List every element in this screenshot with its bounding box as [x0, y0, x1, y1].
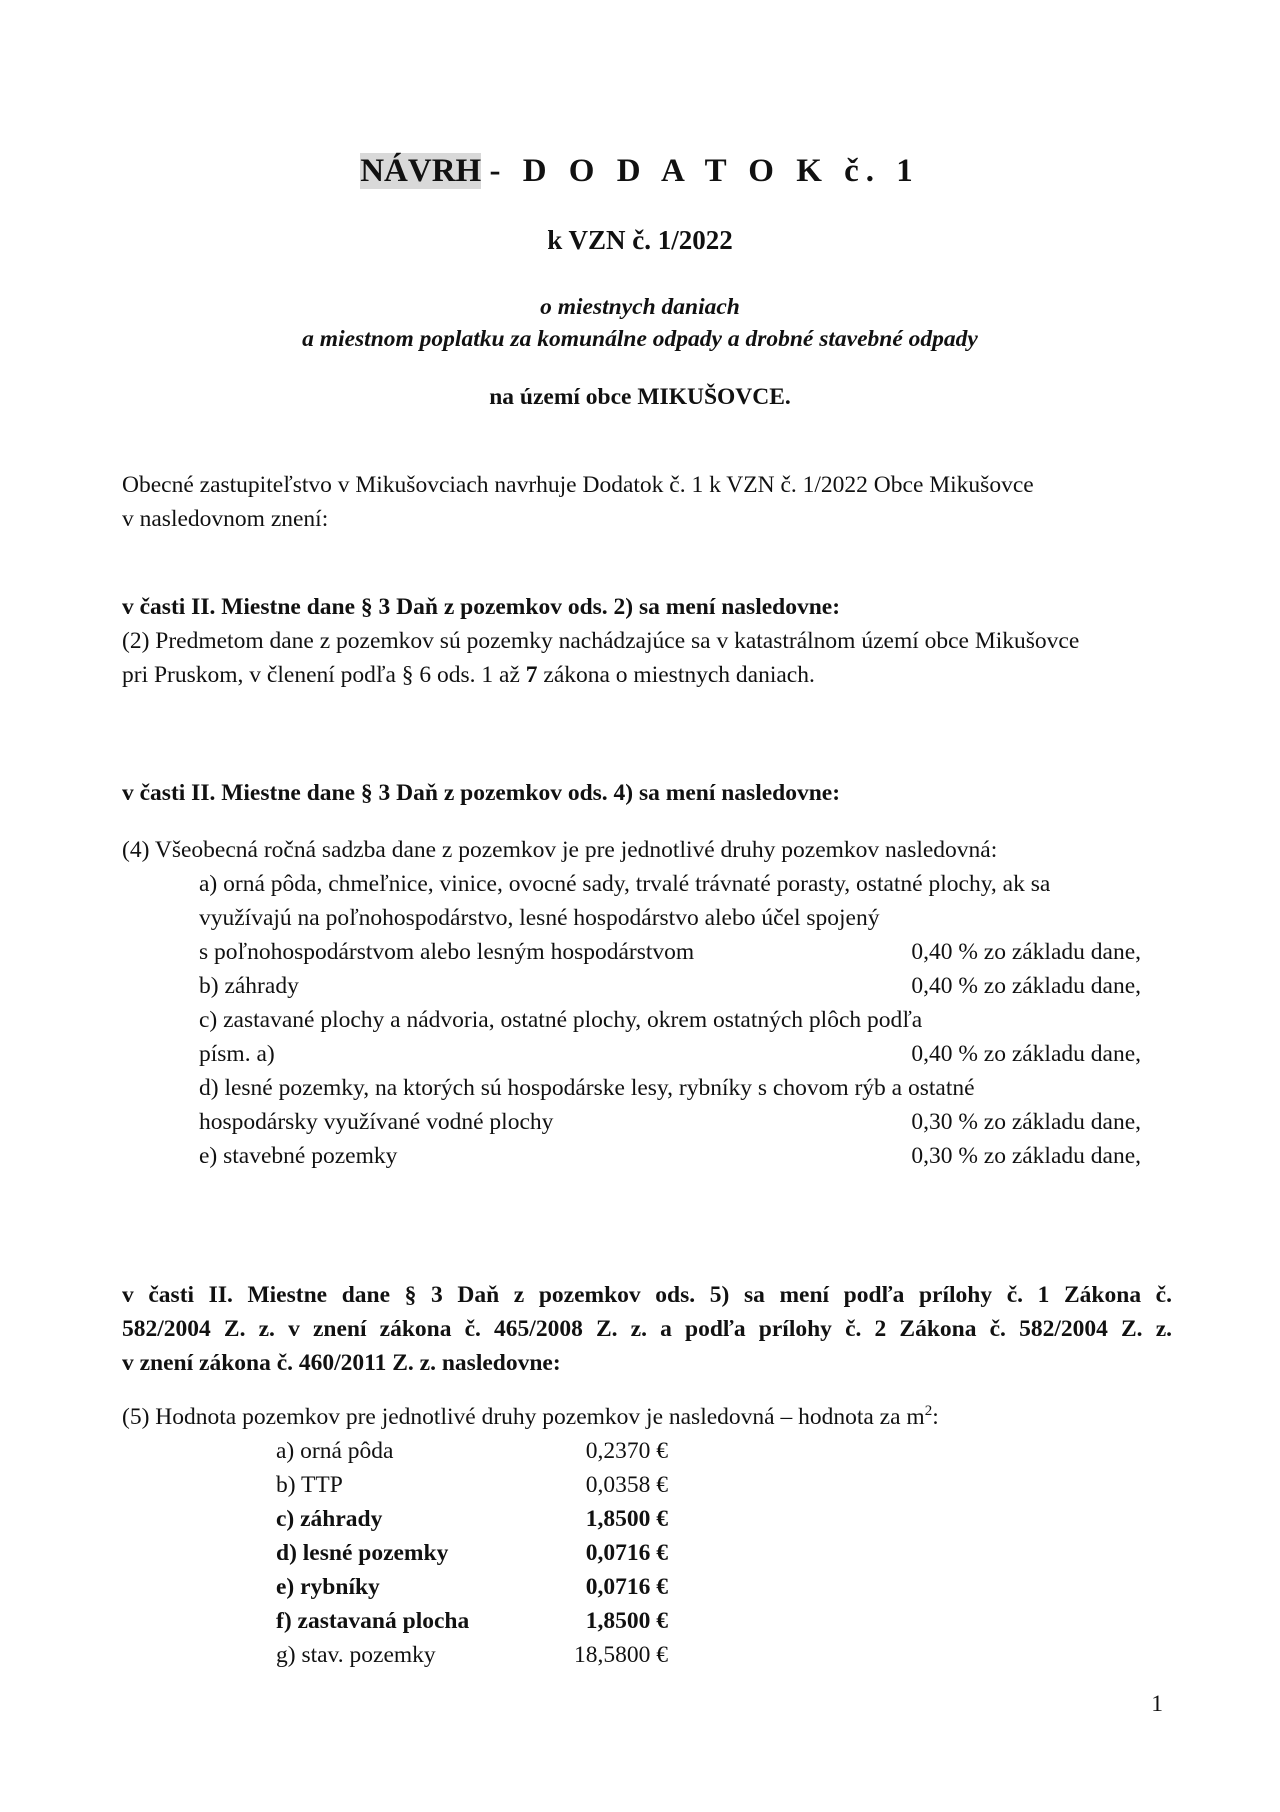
rate-e-label: e) stavebné pozemky	[199, 1143, 398, 1169]
land-value-label: c) záhrady	[276, 1506, 383, 1532]
rate-b-label: b) záhrady	[199, 973, 299, 999]
intro-line-1: Obecné zastupiteľstvo v Mikušovciach navrhuje Dodatok č. 1 k VZN č. 1/2022 Obce Mikušovce	[122, 472, 1034, 498]
section-5-heading-line-1: v časti II. Miestne dane § 3 Daň z pozemkov ods. 5) sa mení podľa prílohy č. 1 Zákona č.	[122, 1282, 1172, 1308]
page-number: 1	[1151, 1691, 1163, 1717]
section-5-intro-end: :	[932, 1404, 939, 1430]
rate-d-value: 0,30 % zo základu dane,	[911, 1109, 1141, 1135]
section-2-line-1: (2) Predmetom dane z pozemkov sú pozemky nachádzajúce sa v katastrálnom území obce Mikušovce	[122, 628, 1080, 654]
land-value-amount: 0,0716 €	[585, 1574, 668, 1600]
rate-c-line-1: c) zastavané plochy a nádvoria, ostatné plochy, okrem ostatných plôch podľa	[199, 1007, 923, 1033]
territory-line: na území obce MIKUŠOVCE.	[489, 384, 791, 410]
rate-e-row	[199, 1139, 1141, 1173]
section-5-intro-sup: 2	[924, 1403, 933, 1420]
section-2-line-2-post: zákona o miestnych daniach.	[537, 662, 815, 688]
land-value-row	[276, 1536, 668, 1570]
land-value-amount: 1,8500 €	[585, 1506, 668, 1532]
rate-c-value: 0,40 % zo základu dane,	[911, 1041, 1141, 1067]
document-subtitle: k VZN č. 1/2022	[547, 225, 733, 255]
subject-line-1: o miestnych daniach	[540, 294, 740, 320]
section-4-rates	[199, 867, 1141, 1173]
subject-line-2: a miestnom poplatku za komunálne odpady a drobné stavebné odpady	[302, 326, 978, 352]
section-5-heading-line-2: 582/2004 Z. z. v znení zákona č. 465/2008 Z. z. a podľa prílohy č. 2 Zákona č. 582/2004 Z. z.	[122, 1316, 1172, 1342]
intro-line-2: v nasledovnom znení:	[122, 506, 329, 532]
rate-d-line-1: d) lesné pozemky, na ktorých sú hospodárske lesy, rybníky s chovom rýb a ostatné	[199, 1075, 975, 1101]
land-value-amount: 0,0358 €	[585, 1472, 668, 1498]
land-value-label: b) TTP	[276, 1472, 343, 1498]
land-value-row	[276, 1434, 668, 1468]
section-5-intro-text: (5) Hodnota pozemkov pre jednotlivé druhy pozemkov je nasledovná – hodnota za m	[122, 1404, 925, 1430]
section-2-line-2-pre: pri Pruskom, v členení podľa § 6 ods. 1 až	[122, 662, 526, 688]
land-value-label: f) zastavaná plocha	[276, 1608, 470, 1634]
rate-a-line-3: s poľnohospodárstvom alebo lesným hospodárstvom	[199, 939, 695, 965]
rate-a-value: 0,40 % zo základu dane,	[911, 939, 1141, 965]
document-title	[0, 151, 1280, 191]
section-2-line-2-bold: 7	[525, 662, 538, 688]
rate-a-row	[199, 935, 1141, 969]
section-2	[122, 590, 1172, 692]
title-highlight: NÁVRH	[360, 153, 482, 189]
section-2-line-2	[122, 658, 1172, 692]
rate-c-line-2: písm. a)	[199, 1041, 275, 1067]
land-value-amount: 0,2370 €	[585, 1438, 668, 1464]
section-2-heading: v časti II. Miestne dane § 3 Daň z pozemkov ods. 2) sa mení nasledovne:	[122, 594, 841, 620]
rate-b-value: 0,40 % zo základu dane,	[911, 973, 1141, 999]
land-value-row	[276, 1502, 668, 1536]
land-value-row	[276, 1638, 668, 1672]
land-value-label: d) lesné pozemky	[276, 1540, 449, 1566]
rate-d-line-2: hospodársky využívané vodné plochy	[199, 1109, 554, 1135]
rate-b-row	[199, 969, 1141, 1003]
section-5-heading	[122, 1278, 1172, 1380]
land-value-row	[276, 1468, 668, 1502]
rate-a-line-1: a) orná pôda, chmeľnice, vinice, ovocné sady, trvalé trávnaté porasty, ostatné plochy, ak sa	[199, 871, 1051, 897]
land-value-row	[276, 1604, 668, 1638]
title-rest: - D O D A T O K č. 1	[489, 153, 920, 189]
document-subject	[0, 291, 1280, 355]
intro-paragraph	[122, 468, 1172, 536]
land-value-label: e) rybníky	[276, 1574, 380, 1600]
section-5-heading-line-3: v znení zákona č. 460/2011 Z. z. nasledovne:	[122, 1350, 561, 1376]
land-value-amount: 1,8500 €	[585, 1608, 668, 1634]
section-4-intro: (4) Všeobecná ročná sadzba dane z pozemkov je pre jednotlivé druhy pozemkov nasledovná:	[122, 837, 998, 863]
land-value-row	[276, 1570, 668, 1604]
land-value-label: g) stav. pozemky	[276, 1642, 436, 1668]
rate-a-line-2: využívajú na poľnohospodárstvo, lesné hospodárstvo alebo účel spojený	[199, 905, 880, 931]
rate-d-row	[199, 1105, 1141, 1139]
section-5-intro	[122, 1400, 1172, 1434]
section-4-heading: v časti II. Miestne dane § 3 Daň z pozemkov ods. 4) sa mení nasledovne:	[122, 780, 841, 806]
rate-c-row	[199, 1037, 1141, 1071]
land-value-amount: 0,0716 €	[585, 1540, 668, 1566]
land-value-amount: 18,5800 €	[574, 1642, 668, 1668]
land-value-table	[276, 1434, 668, 1672]
rate-e-value: 0,30 % zo základu dane,	[911, 1143, 1141, 1169]
land-value-label: a) orná pôda	[276, 1438, 394, 1464]
